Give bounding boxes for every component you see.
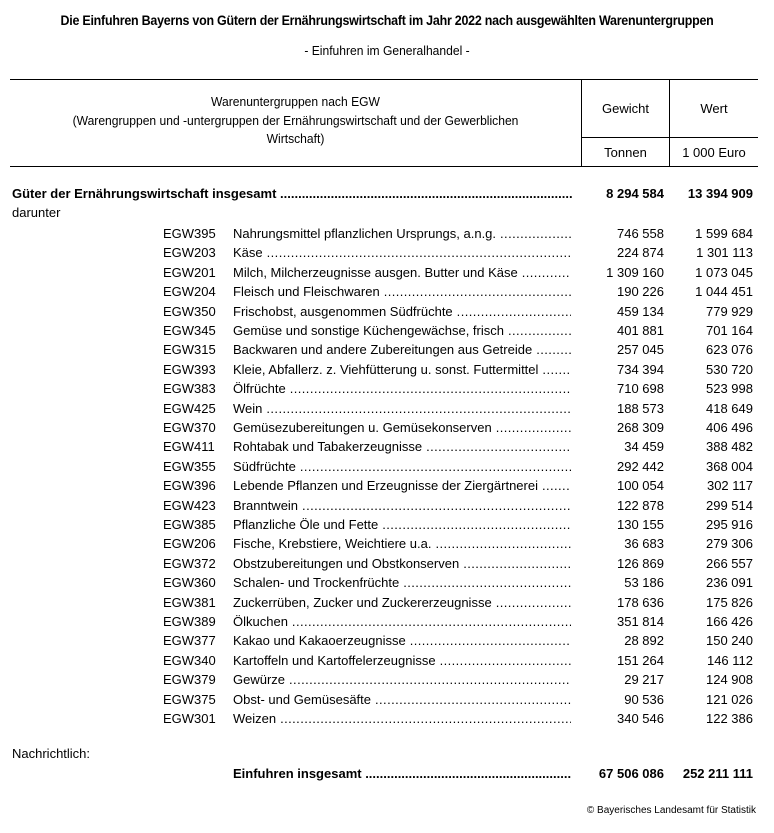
table-row xyxy=(0,595,774,615)
row-weight: 292 442 xyxy=(617,458,664,474)
row-weight: 188 573 xyxy=(617,400,664,416)
row-weight: 710 698 xyxy=(617,381,664,397)
row-label: Südfrüchte ..... xyxy=(233,459,571,474)
header-top-border xyxy=(10,79,758,80)
table-row xyxy=(0,575,774,595)
row-code: EGW315 xyxy=(163,342,216,358)
header-desc-line2: (Warengruppen und -untergruppen der Ernährungswirtschaft und der Gewerblichen xyxy=(72,112,519,128)
row-code: EGW355 xyxy=(163,458,216,474)
row-weight: 100 054 xyxy=(617,478,664,494)
imports-total-value: 252 211 111 xyxy=(682,766,753,781)
row-label: Kartoffeln und Kartoffelerzeugnisse ..... xyxy=(233,653,571,668)
row-code: EGW350 xyxy=(163,303,216,319)
row-weight: 1 309 160 xyxy=(606,264,664,280)
row-value: 299 514 xyxy=(706,497,753,513)
table-row xyxy=(0,342,774,362)
row-label: Gemüse und sonstige Küchengewächse, frisch ..... xyxy=(233,323,571,338)
table-row xyxy=(0,498,774,518)
row-value: 368 004 xyxy=(706,458,753,474)
row-value: 388 482 xyxy=(706,439,753,455)
row-code: EGW411 xyxy=(163,439,215,455)
row-value: 266 557 xyxy=(706,555,753,571)
row-code: EGW379 xyxy=(163,672,216,688)
row-value: 122 386 xyxy=(706,711,753,726)
row-code: EGW389 xyxy=(163,614,216,629)
row-weight: 746 558 xyxy=(617,226,664,241)
row-weight: 130 155 xyxy=(617,517,664,532)
row-code: EGW360 xyxy=(163,575,216,591)
row-value: 623 076 xyxy=(706,342,753,358)
row-label: Pflanzliche Öle und Fette ..... xyxy=(233,517,571,532)
total-value: 13 394 909 xyxy=(687,186,753,201)
row-weight: 126 869 xyxy=(617,555,664,571)
header-unit-value: 1 000 Euro xyxy=(682,145,746,160)
row-code: EGW340 xyxy=(163,652,216,668)
row-code: EGW425 xyxy=(163,400,216,416)
row-label: Nahrungsmittel pflanzlichen Ursprungs, a.n.g. ..... xyxy=(233,226,571,241)
row-label: Frischobst, ausgenommen Südfrüchte ..... xyxy=(233,304,571,319)
row-code: EGW395 xyxy=(163,226,216,241)
row-value: 530 720 xyxy=(706,361,753,377)
row-value: 175 826 xyxy=(706,594,753,610)
row-value: 701 164 xyxy=(706,323,753,338)
row-weight: 401 881 xyxy=(617,323,664,338)
row-label: Obstzubereitungen und Obstkonserven ..... xyxy=(233,556,571,571)
row-weight: 178 636 xyxy=(617,594,664,610)
row-label: Milch, Milcherzeugnisse ausgen. Butter und Käse ..... xyxy=(233,265,571,280)
row-code: EGW423 xyxy=(163,497,216,513)
row-code: EGW377 xyxy=(163,633,216,649)
row-value: 121 026 xyxy=(706,691,753,707)
row-weight: 29 217 xyxy=(624,672,664,688)
header-value: Wert xyxy=(700,101,728,116)
table-row xyxy=(0,265,774,285)
row-label: Backwaren und andere Zubereitungen aus Getreide ..... xyxy=(233,342,571,357)
row-code: EGW372 xyxy=(163,555,216,571)
row-value: 1 073 045 xyxy=(695,264,753,280)
row-label: Ölkuchen ..... xyxy=(233,614,571,629)
header-unit-weight: Tonnen xyxy=(604,145,647,160)
table-row xyxy=(0,478,774,498)
row-label: Lebende Pflanzen und Erzeugnisse der Ziergärtnerei ..... xyxy=(233,478,571,493)
row-label: Kakao und Kakaoerzeugnisse ..... xyxy=(233,633,571,648)
row-label: Zuckerrüben, Zucker und Zuckererzeugnisse ..... xyxy=(233,595,571,610)
row-value: 302 117 xyxy=(706,478,753,494)
table-row xyxy=(0,653,774,673)
table-row xyxy=(0,381,774,401)
row-code: EGW206 xyxy=(163,536,216,552)
row-weight: 36 683 xyxy=(624,536,664,552)
row-value: 523 998 xyxy=(706,381,753,397)
copyright-notice: © Bayerisches Landesamt für Statistik xyxy=(586,805,756,816)
row-code: EGW375 xyxy=(163,691,216,707)
header-desc-line1: Warenuntergruppen nach EGW xyxy=(211,94,380,109)
row-label: Gemüsezubereitungen u. Gemüsekonserven ..... xyxy=(233,420,571,435)
total-weight: 8 294 584 xyxy=(606,186,664,201)
table-row xyxy=(0,420,774,440)
table-row xyxy=(0,459,774,479)
row-code: EGW204 xyxy=(163,284,216,300)
row-value: 150 240 xyxy=(706,633,753,649)
nachrichtlich-label: Nachrichtlich: xyxy=(12,746,91,761)
table-row xyxy=(0,362,774,382)
row-weight: 734 394 xyxy=(617,361,664,377)
table-row xyxy=(0,323,774,343)
imports-total-label: Einfuhren insgesamt ..... xyxy=(233,766,571,781)
row-weight: 34 459 xyxy=(624,439,664,455)
row-code: EGW393 xyxy=(163,361,216,377)
table-row xyxy=(0,556,774,576)
row-label: Weizen ..... xyxy=(233,711,571,726)
row-weight: 90 536 xyxy=(624,691,664,707)
row-label: Fleisch und Fleischwaren ..... xyxy=(233,284,571,299)
table-row xyxy=(0,284,774,304)
row-value: 779 929 xyxy=(706,303,753,319)
table-row xyxy=(0,711,774,731)
header-bottom-border xyxy=(10,166,758,167)
row-code: EGW370 xyxy=(163,420,216,435)
row-label: Wein ..... xyxy=(233,401,571,416)
table-row xyxy=(0,401,774,421)
row-label: Rohtabak und Tabakerzeugnisse ..... xyxy=(233,439,571,454)
row-weight: 224 874 xyxy=(617,245,664,261)
row-value: 1 301 113 xyxy=(696,245,753,261)
table-row xyxy=(0,226,774,246)
table-row xyxy=(0,304,774,324)
imports-total-weight: 67 506 086 xyxy=(598,766,664,781)
table-row xyxy=(0,633,774,653)
row-weight: 122 878 xyxy=(617,497,664,513)
header-desc-line3: Wirtschaft) xyxy=(266,131,325,146)
row-label: Kleie, Abfallerz. z. Viehfütterung u. sonst. Futtermittel ..... xyxy=(233,362,571,377)
table-row xyxy=(0,536,774,556)
table-row xyxy=(0,672,774,692)
row-label: Käse ..... xyxy=(233,245,571,260)
row-value: 279 306 xyxy=(706,536,753,552)
table-row xyxy=(0,614,774,634)
row-value: 166 426 xyxy=(706,614,753,629)
document-subtitle: - Einfuhren im Generalhandel - xyxy=(304,43,470,58)
row-weight: 151 264 xyxy=(617,652,664,668)
table-row xyxy=(0,692,774,712)
document-title: Die Einfuhren Bayerns von Gütern der Ernährungswirtschaft im Jahr 2022 nach ausgewählten Warenuntergruppen xyxy=(60,13,714,28)
row-code: EGW396 xyxy=(163,478,216,494)
row-value: 295 916 xyxy=(706,517,753,532)
row-weight: 340 546 xyxy=(617,711,664,726)
row-label: Schalen- und Trockenfrüchte ..... xyxy=(233,575,571,590)
row-label: Branntwein ..... xyxy=(233,498,571,513)
row-weight: 53 186 xyxy=(624,575,664,591)
row-label: Ölfrüchte ..... xyxy=(233,381,571,396)
row-value: 124 908 xyxy=(706,672,753,688)
row-value: 236 091 xyxy=(706,575,753,591)
darunter-label: darunter xyxy=(12,205,61,220)
row-value: 406 496 xyxy=(706,420,753,435)
row-value: 418 649 xyxy=(706,400,753,416)
table-row xyxy=(0,245,774,265)
header-weight: Gewicht xyxy=(602,101,649,116)
row-code: EGW203 xyxy=(163,245,216,261)
row-code: EGW201 xyxy=(163,264,216,280)
row-weight: 28 892 xyxy=(624,633,664,649)
row-weight: 351 814 xyxy=(617,614,664,629)
row-label: Gewürze ..... xyxy=(233,672,571,687)
table-row xyxy=(0,439,774,459)
row-label: Fische, Krebstiere, Weichtiere u.a. ..... xyxy=(233,536,571,551)
header-description xyxy=(30,93,561,149)
row-weight: 190 226 xyxy=(617,284,664,300)
row-value: 1 044 451 xyxy=(695,284,753,300)
row-value: 1 599 684 xyxy=(695,226,753,241)
row-weight: 268 309 xyxy=(617,420,664,435)
row-value: 146 112 xyxy=(706,652,753,668)
row-code: EGW381 xyxy=(163,594,216,610)
total-label: Güter der Ernährungswirtschaft insgesamt ..... xyxy=(12,186,573,201)
row-code: EGW301 xyxy=(163,711,216,726)
row-weight: 257 045 xyxy=(617,342,664,358)
row-code: EGW345 xyxy=(163,323,216,338)
row-code: EGW383 xyxy=(163,381,216,397)
row-label: Obst- und Gemüsesäfte ..... xyxy=(233,692,571,707)
row-code: EGW385 xyxy=(163,517,216,532)
row-weight: 459 134 xyxy=(617,303,664,319)
table-row xyxy=(0,517,774,537)
